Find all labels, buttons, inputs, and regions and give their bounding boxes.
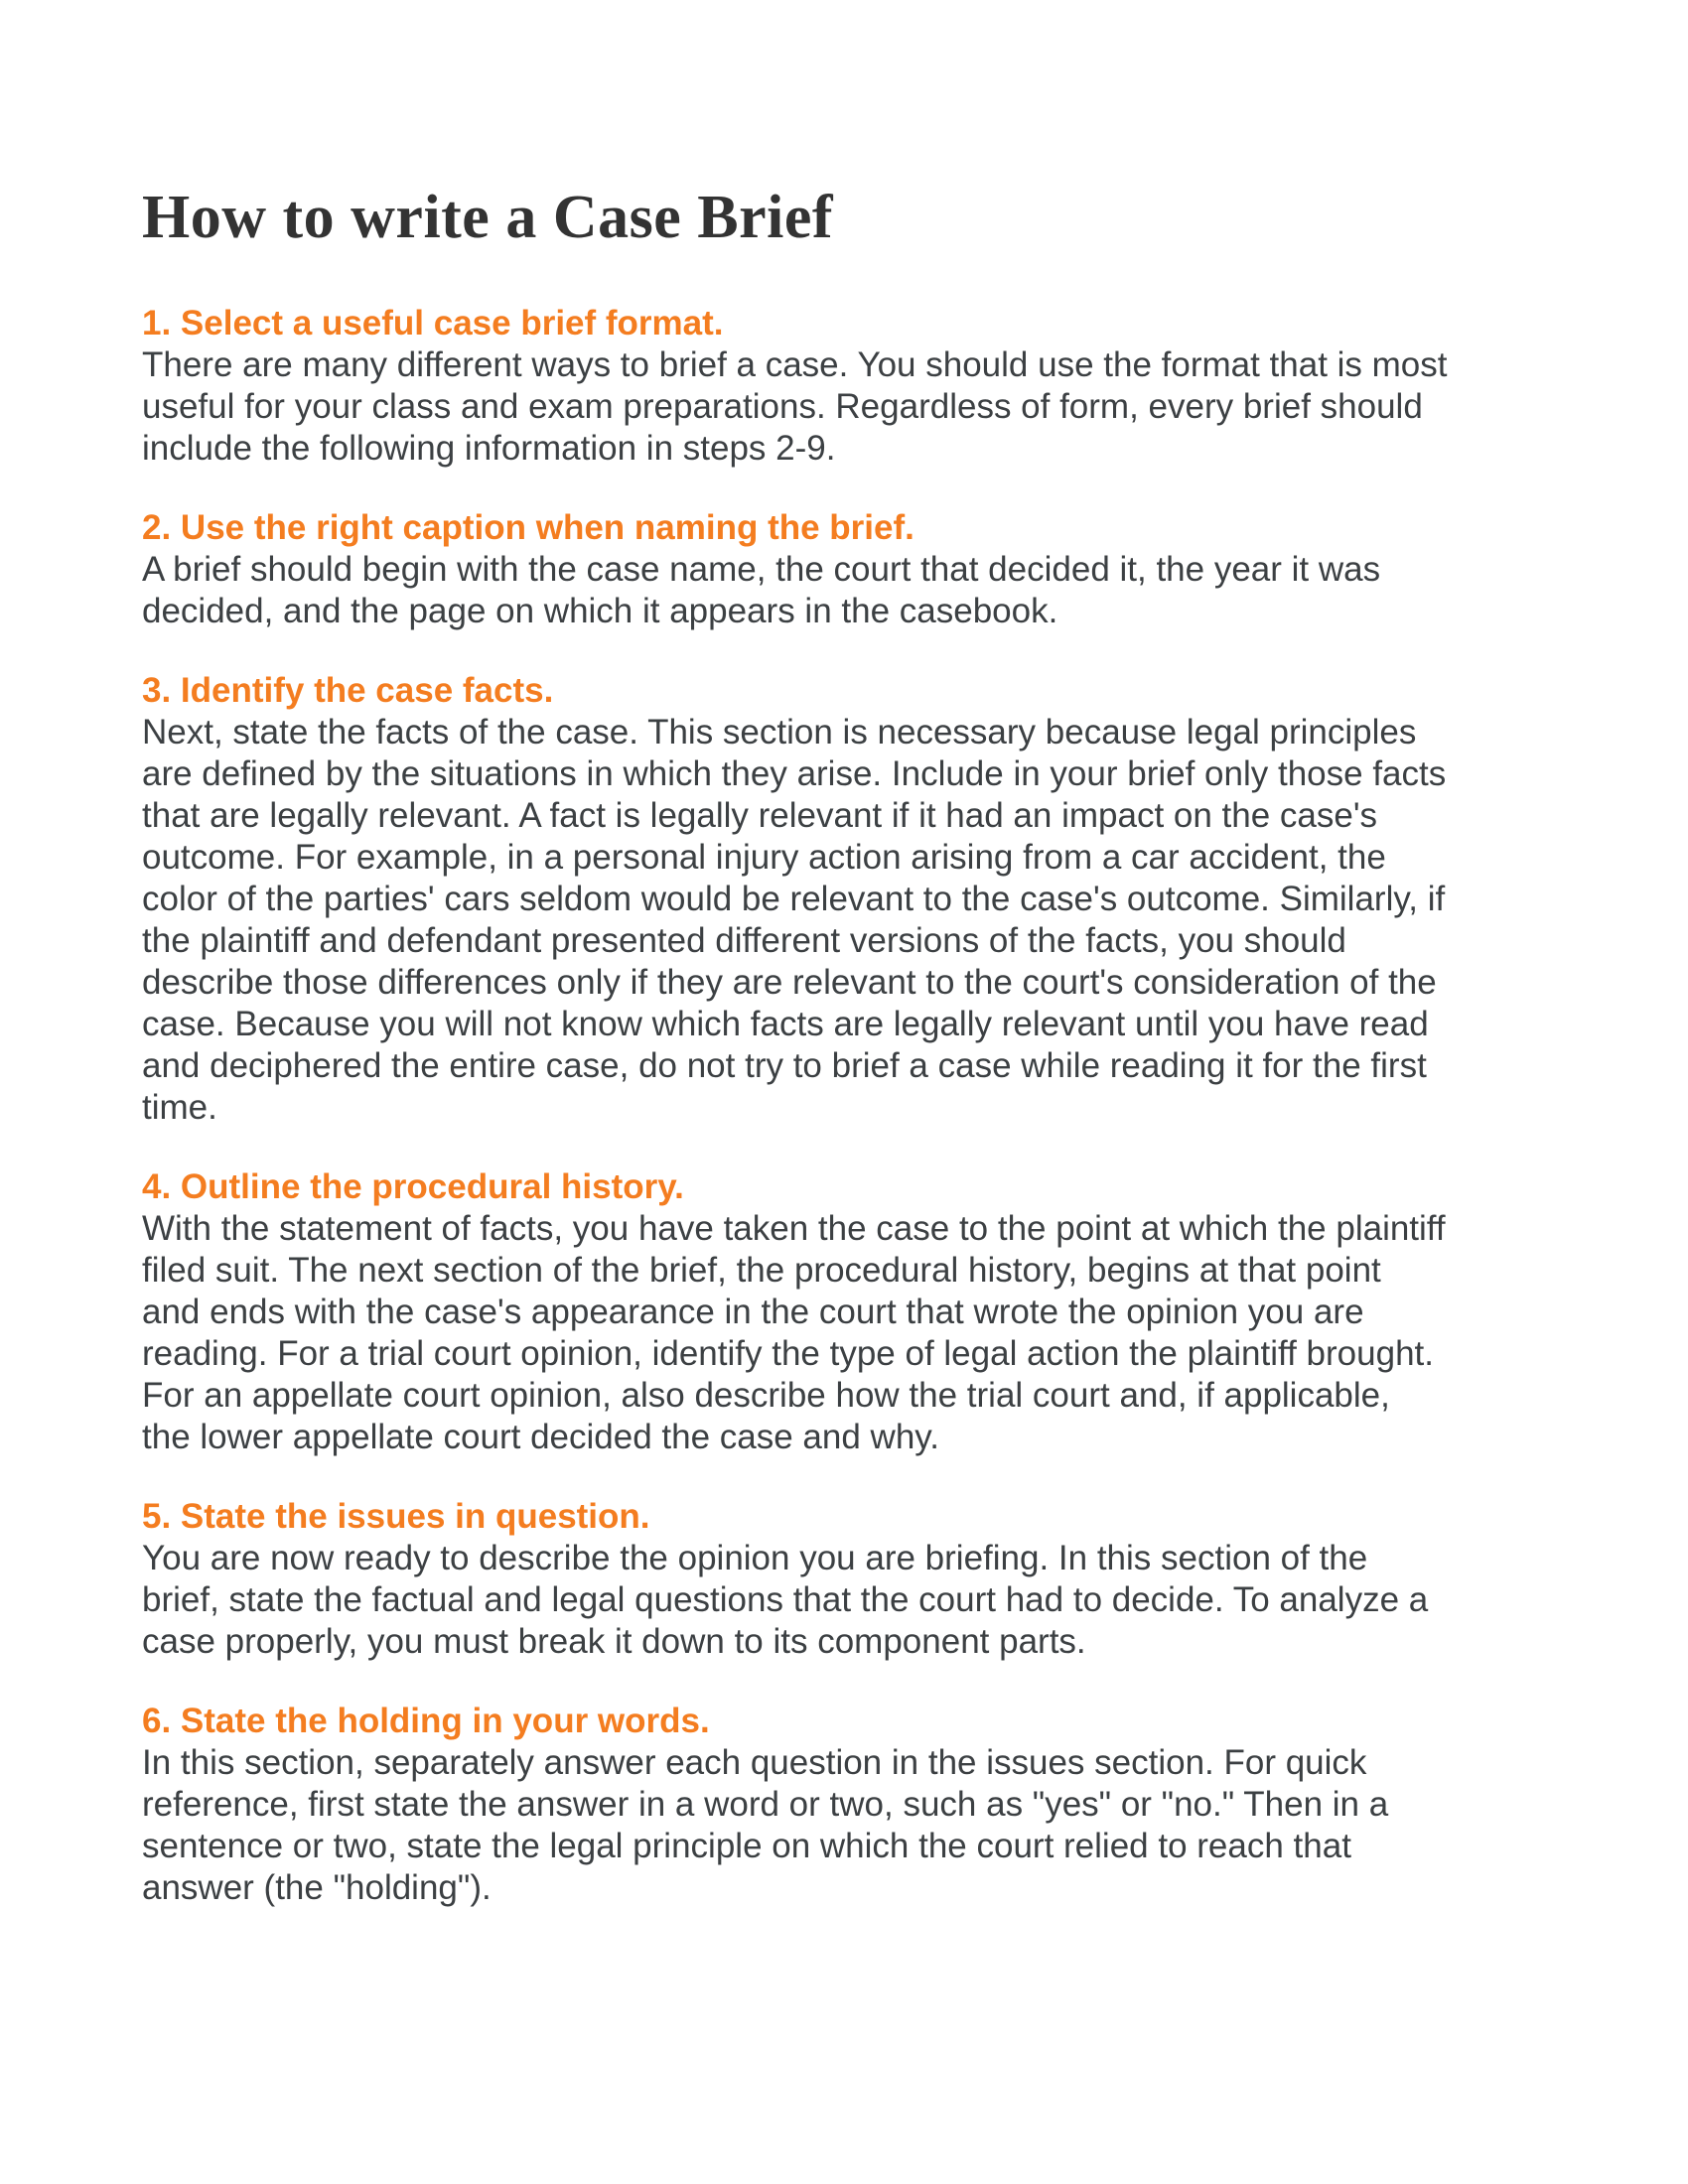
section-1-heading: 1. Select a useful case brief format. bbox=[142, 304, 724, 342]
section-5-body: You are now ready to describe the opinion you are briefing. In this section of the brief, state the factual and legal questions that the court had to decide. To analyze a case properly, you must break it down to its component parts. bbox=[142, 1539, 1429, 1661]
section-3-body: Next, state the facts of the case. This section is necessary because legal principles are defined by the situations in which they arise. Include in your brief only those facts that are legally relevant. A fact is legally relevant if it had an impact on the case's outcome. For example, in a personal injury action arising from a car accident, the color of the parties' cars seldom would be relevant to the case's outcome. Similarly, if the plaintiff and defendant presented different versions of the facts, you should describe those differences only if they are relevant to the court's consideration of the case. Because you will not know which facts are legally relevant until you have read and deciphered the entire case, do not try to brief a case while reading it for the first time. bbox=[142, 713, 1447, 1127]
section-2-body: A brief should begin with the case name, the court that decided it, the year it was decided, and the page on which it appears in the casebook. bbox=[142, 550, 1381, 630]
section-5 bbox=[142, 1496, 1448, 1663]
section-6 bbox=[142, 1701, 1448, 1909]
section-3-heading: 3. Identify the case facts. bbox=[142, 671, 554, 710]
section-5-heading: 5. State the issues in question. bbox=[142, 1497, 650, 1536]
section-6-body: In this section, separately answer each question in the issues section. For quick reference, first state the answer in a word or two, such as "yes" or "no." Then in a sentence or two, state the legal principle on which the court relied to reach that answer (the "holding"). bbox=[142, 1743, 1389, 1907]
section-4-body: With the statement of facts, you have taken the case to the point at which the plaintiff filed suit. The next section of the brief, the procedural history, begins at that point and ends with the case's appearance in the court that wrote the opinion you are reading. For a trial court opinion, identify the type of legal action the plaintiff brought. For an appellate court opinion, also describe how the trial court and, if applicable, the lower appellate court decided the case and why. bbox=[142, 1209, 1446, 1456]
section-2 bbox=[142, 507, 1448, 632]
section-4 bbox=[142, 1166, 1448, 1458]
section-1 bbox=[142, 303, 1448, 470]
document-content bbox=[142, 182, 1448, 1909]
page-title: How to write a Case Brief bbox=[142, 184, 834, 251]
section-3 bbox=[142, 670, 1448, 1129]
section-2-heading: 2. Use the right caption when naming the brief. bbox=[142, 508, 914, 547]
section-4-heading: 4. Outline the procedural history. bbox=[142, 1167, 684, 1206]
section-6-heading: 6. State the holding in your words. bbox=[142, 1702, 710, 1740]
section-1-body: There are many different ways to brief a case. You should use the format that is most useful for your class and exam preparations. Regardless of form, every brief should include the following information in steps 2-9. bbox=[142, 345, 1448, 468]
